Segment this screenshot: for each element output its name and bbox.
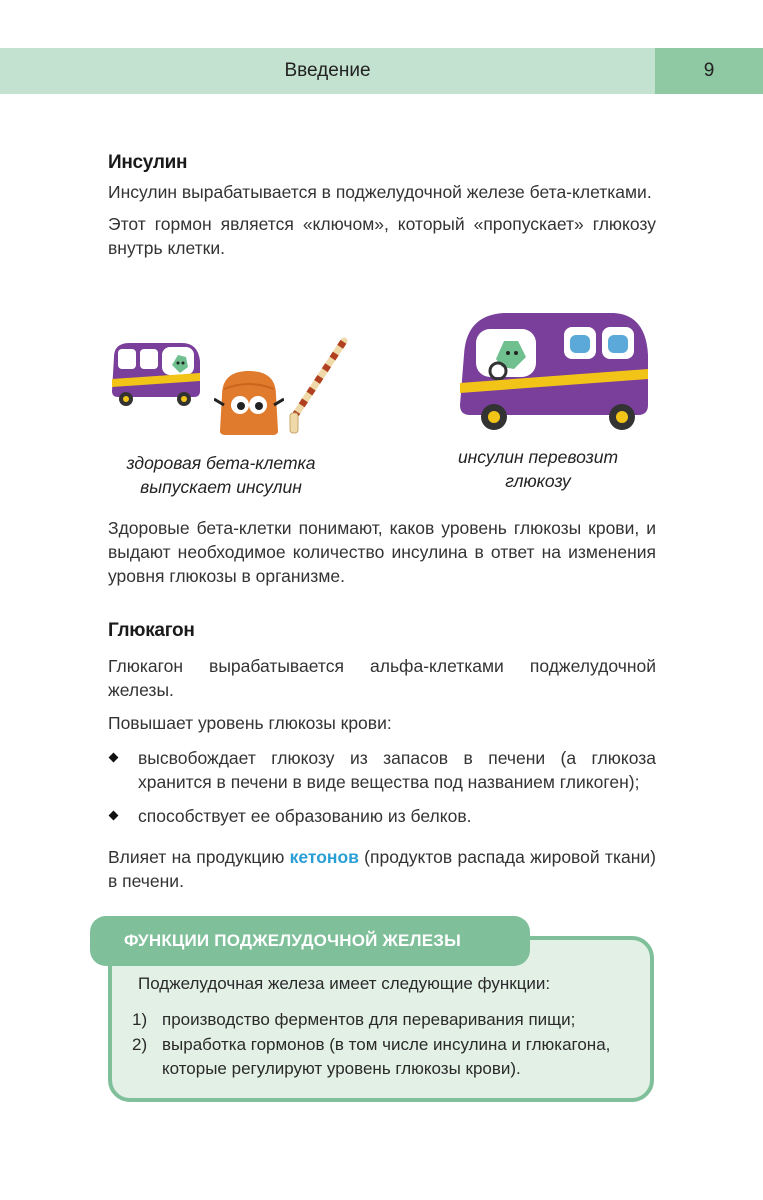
list-item: способствует ее образованию из белков. bbox=[108, 804, 656, 828]
list-item: 2) выработка гормонов (в том числе инсулина и глюкагона, которые регулируют уровень глюкозы крови). bbox=[132, 1035, 611, 1078]
glucagon-paragraph-1: Глюкагон вырабатывается альфа-клетками поджелудочной железы. bbox=[108, 656, 656, 700]
insulin-heading: Инсулин bbox=[108, 152, 188, 173]
functions-box-title: ФУНКЦИИ ПОДЖЕЛУДОЧНОЙ ЖЕЛЕЗЫ bbox=[124, 931, 461, 950]
glucagon-bullet-list bbox=[108, 746, 656, 838]
glucagon-paragraph-3: Влияет на продукцию кетонов (продуктов распада жировой ткани) в печени. bbox=[108, 847, 656, 891]
bullet-icon bbox=[109, 753, 119, 763]
small-bus-illustration bbox=[108, 335, 204, 407]
functions-box-intro: Поджелудочная железа имеет следующие функции: bbox=[138, 974, 551, 993]
glucagon-heading: Глюкагон bbox=[108, 620, 195, 641]
insulin-paragraph-1: Инсулин вырабатывается в поджелудочной железе бета-клетками. bbox=[108, 182, 652, 202]
insulin-section bbox=[108, 152, 656, 268]
caption-left: здоровая бета-клетка выпускает инсулин bbox=[126, 453, 316, 497]
functions-list bbox=[130, 1008, 640, 1082]
bullet-icon bbox=[109, 811, 119, 821]
insulin-paragraph-2: Этот гормон является «ключом», который «пропускает» глюкозу внутрь клетки. bbox=[108, 214, 656, 258]
page-number: 9 bbox=[655, 48, 763, 94]
insulin-illustration bbox=[108, 305, 656, 510]
big-bus-illustration bbox=[454, 305, 654, 435]
page-header bbox=[0, 48, 763, 94]
ketones-link[interactable]: кетонов bbox=[289, 847, 359, 867]
glucagon-paragraph-2: Повышает уровень глюкозы крови: bbox=[108, 713, 392, 733]
list-item: 1) производство ферментов для переваривания пищи; bbox=[132, 1010, 576, 1029]
list-item: высвобождает глюкозу из запасов в печени (а глюкоза хранится в печени в виде вещества под названием гликоген); bbox=[108, 746, 656, 794]
beta-cell-character bbox=[214, 365, 284, 437]
caption-right: инсулин перевозит глюкозу bbox=[457, 447, 619, 491]
chapter-title: Введение bbox=[284, 60, 371, 81]
barrier-gate bbox=[284, 335, 354, 435]
beta-cells-paragraph: Здоровые бета-клетки понимают, каков уровень глюкозы крови, и выдают необходимое количество инсулина в ответ на изменения уровня глюкозы в организме. bbox=[108, 518, 656, 586]
